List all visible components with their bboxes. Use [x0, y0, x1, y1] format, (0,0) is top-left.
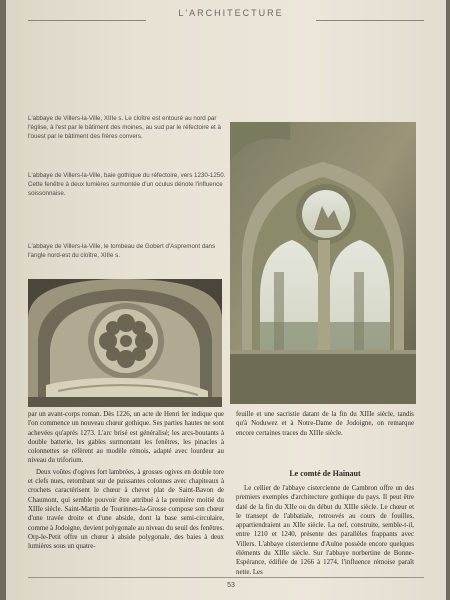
- section-body: [236, 484, 414, 579]
- page-number: 53: [227, 582, 235, 589]
- paragraph: Le cellier de l'abbaye cistercienne de Cambron offre un des premiers exemples d'architecture gothique du pays. Il peut être daté de la fin du XIIe ou du début du XIIIe siècle. Le chœur et le transept de l'abbatiale, retrouvés au cours de fouilles, appartiendraient au XIIe siècle. La nef, construite, semble-t-il, entre 1210 et 1240, présente des parallèles frappants avec Villers. L'abbaye cistercienne d'Aulne possède encore quelques éléments du XIIIe siècle. Sur l'abbaye norbertine de Bonne-Espérance, édifiée de 1266 à 1274, l'influence rémoise paraît nette. Les: [236, 485, 414, 576]
- footer-rule: [28, 577, 424, 578]
- tomb-photo: [28, 279, 222, 407]
- book-page: [6, 0, 446, 600]
- caption-tomb: L'abbaye de Villers-la-Ville, le tombeau de Gobert d'Aspremont dans l'angle nord-est du cloître, XIIIe s.: [28, 243, 216, 259]
- running-header: L'ARCHITECTURE: [178, 8, 284, 18]
- paragraph: feuille et une sacristie datant de la fin du XIIIe siècle, tandis qu'à Noduwez et à Notre-Dame de Jodoigne, on remarque encore certaines traces du XIIIe siècle.: [236, 411, 414, 437]
- header-rule-left: [28, 20, 146, 21]
- paragraph: Deux voûtes d'ogives fort lambrées, à grosses ogives en double tore et clefs nues, retombant sur de puissantes colonnes avec chapiteaux à crochets caractérisent le chœur à chevet plat de Saint-Bavon de Chaumont, qui semble pouvoir être attribué à la première moitié du XIIIe siècle. Saint-Martin de Tourinnes-la-Grosse compose son chœur d'une travée droite et d'une abside, dont la base semi-circulaire, comme à Jodoigne, devient polygonale au niveau du seuil des fenêtres. Orp-le-Petit offre un chœur à abside polygonale, des baies à deux lumières sous un quatre-: [28, 468, 224, 551]
- refectory-window-photo: [230, 122, 416, 404]
- paragraph: par un avant-corps roman. Dès 1226, un acte de Henri Ier indique que l'on commence un nouveau chœur gothique. Ses parties hautes ne sont achevées qu'après 1273. L'arc brisé est généralisé; les arcs-boutants à double batterie, les gables surmontant les fenêtres, les pinacles à colonnettes se réfèrent au modèle rémois, adapté avec lourdeur au niveau du triforium.: [28, 411, 224, 465]
- header-rule-right: [316, 20, 424, 21]
- text-column-left: [28, 410, 224, 553]
- caption-refectory: L'abbaye de Villers-la-Ville, baie gothique du réfectoire, vers 1230-1250. Cette fenêtre à deux lumières surmontée d'un oculus dénote l'influence soissonnaise.: [28, 172, 226, 197]
- text-column-right: [236, 410, 414, 440]
- section-heading: Le comté de Hainaut: [289, 469, 361, 478]
- caption-cloister: L'abbaye de Villers-la-Ville, XIIIe s. Le cloître est entouré au nord par l'église, à l'est par le bâtiment des moines, au sud par le réfectoire et à l'ouest par le bâtiment des frères convers.: [28, 115, 221, 140]
